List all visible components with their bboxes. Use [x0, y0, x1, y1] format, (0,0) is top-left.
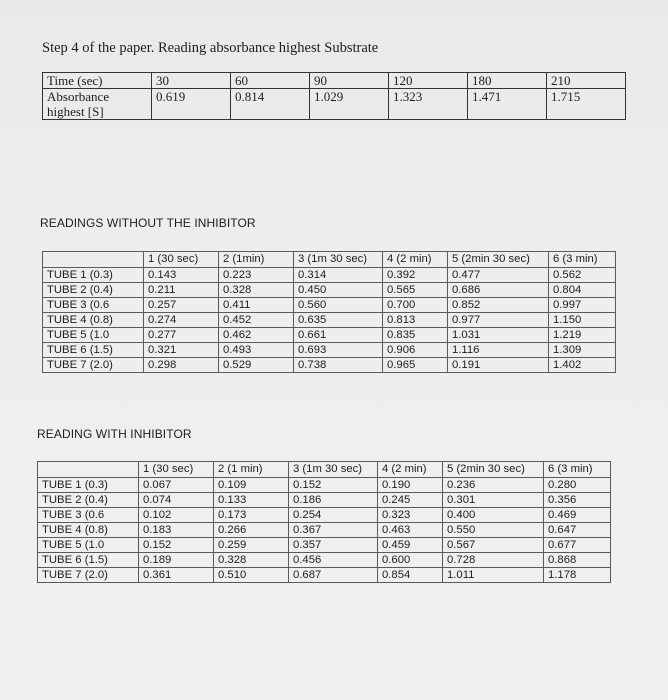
time-cell: 120 [389, 73, 468, 89]
reading-cell: 0.277 [144, 328, 219, 343]
absorbance-label-line1: Absorbance [47, 89, 110, 104]
reading-cell: 1.309 [549, 343, 616, 358]
tube-label: TUBE 1 (0.3) [38, 478, 139, 493]
reading-cell: 0.367 [289, 523, 378, 538]
reading-cell: 0.298 [144, 358, 219, 373]
reading-cell: 0.693 [294, 343, 383, 358]
reading-cell: 0.152 [139, 538, 214, 553]
reading-cell: 0.133 [214, 493, 289, 508]
reading-cell: 0.173 [214, 508, 289, 523]
column-header: 1 (30 sec) [144, 252, 219, 268]
reading-cell: 0.529 [219, 358, 294, 373]
reading-cell: 0.567 [443, 538, 544, 553]
reading-cell: 1.031 [448, 328, 549, 343]
reading-cell: 0.562 [549, 268, 616, 283]
reading-cell: 0.804 [549, 283, 616, 298]
tube-label: TUBE 5 (1.0 [38, 538, 139, 553]
reading-cell: 0.392 [383, 268, 448, 283]
absorbance-cell: 1.323 [389, 89, 468, 120]
reading-cell: 0.259 [214, 538, 289, 553]
table-row [38, 568, 611, 583]
column-header: 2 (1min) [219, 252, 294, 268]
reading-cell: 0.236 [443, 478, 544, 493]
reading-cell: 0.868 [544, 553, 611, 568]
time-cell: 30 [152, 73, 231, 89]
reading-cell: 0.686 [448, 283, 549, 298]
reading-cell: 0.411 [219, 298, 294, 313]
reading-cell: 0.450 [294, 283, 383, 298]
column-header: 3 (1m 30 sec) [294, 252, 383, 268]
tube-label: TUBE 2 (0.4) [38, 493, 139, 508]
reading-cell: 0.186 [289, 493, 378, 508]
tube-label: TUBE 7 (2.0) [38, 568, 139, 583]
time-cell: 180 [468, 73, 547, 89]
absorbance-label [43, 89, 152, 120]
reading-cell: 0.223 [219, 268, 294, 283]
reading-cell: 0.977 [448, 313, 549, 328]
tube-label: TUBE 2 (0.4) [43, 283, 144, 298]
reading-cell: 0.274 [144, 313, 219, 328]
reading-cell: 0.854 [378, 568, 443, 583]
column-header: 3 (1m 30 sec) [289, 462, 378, 478]
tube-label: TUBE 1 (0.3) [43, 268, 144, 283]
reading-cell: 0.477 [448, 268, 549, 283]
table-row [38, 523, 611, 538]
reading-cell: 0.728 [443, 553, 544, 568]
table-row [43, 343, 616, 358]
without-inhibitor-table [42, 251, 616, 373]
reading-cell: 0.321 [144, 343, 219, 358]
reading-cell: 0.469 [544, 508, 611, 523]
reading-cell: 0.109 [214, 478, 289, 493]
reading-cell: 0.152 [289, 478, 378, 493]
reading-cell: 0.510 [214, 568, 289, 583]
reading-cell: 0.067 [139, 478, 214, 493]
table-row [38, 538, 611, 553]
absorbance-cell: 0.619 [152, 89, 231, 120]
reading-cell: 0.254 [289, 508, 378, 523]
column-header: 6 (3 min) [544, 462, 611, 478]
reading-cell: 0.361 [139, 568, 214, 583]
column-header: 1 (30 sec) [139, 462, 214, 478]
column-header: 2 (1 min) [214, 462, 289, 478]
reading-cell: 0.835 [383, 328, 448, 343]
time-cell: 210 [547, 73, 626, 89]
reading-cell: 0.997 [549, 298, 616, 313]
reading-cell: 0.189 [139, 553, 214, 568]
reading-cell: 0.647 [544, 523, 611, 538]
tube-label: TUBE 3 (0.6 [38, 508, 139, 523]
reading-cell: 0.356 [544, 493, 611, 508]
table-row [38, 493, 611, 508]
reading-cell: 0.102 [139, 508, 214, 523]
table-row [43, 358, 616, 373]
absorbance-label-line2: highest [S] [47, 104, 104, 119]
time-cell: 60 [231, 73, 310, 89]
absorbance-cell: 1.471 [468, 89, 547, 120]
reading-cell: 0.357 [289, 538, 378, 553]
table-row [38, 478, 611, 493]
tube-label: TUBE 6 (1.5) [43, 343, 144, 358]
absorbance-cell: 0.814 [231, 89, 310, 120]
reading-cell: 0.456 [289, 553, 378, 568]
tube-label: TUBE 4 (0.8) [38, 523, 139, 538]
header-row [38, 462, 611, 478]
reading-cell: 0.257 [144, 298, 219, 313]
step-heading: Step 4 of the paper. Reading absorbance highest Substrate [42, 40, 379, 56]
reading-cell: 0.301 [443, 493, 544, 508]
table-row [43, 283, 616, 298]
table-row [43, 328, 616, 343]
table-row [38, 553, 611, 568]
with-inhibitor-table [37, 461, 611, 583]
tube-label: TUBE 4 (0.8) [43, 313, 144, 328]
reading-cell: 0.738 [294, 358, 383, 373]
column-header: 5 (2min 30 sec) [443, 462, 544, 478]
reading-cell: 0.190 [378, 478, 443, 493]
reading-cell: 0.462 [219, 328, 294, 343]
without-inhibitor-title: READINGS WITHOUT THE INHIBITOR [40, 216, 256, 230]
header-row [43, 252, 616, 268]
table-row [38, 508, 611, 523]
reading-cell: 0.550 [443, 523, 544, 538]
reading-cell: 1.150 [549, 313, 616, 328]
time-label: Time (sec) [43, 73, 152, 89]
time-row [43, 73, 626, 89]
reading-cell: 0.687 [289, 568, 378, 583]
table-row [43, 313, 616, 328]
reading-cell: 0.813 [383, 313, 448, 328]
reading-cell: 0.452 [219, 313, 294, 328]
column-header: 4 (2 min) [383, 252, 448, 268]
tube-label: TUBE 6 (1.5) [38, 553, 139, 568]
absorbance-table [42, 72, 626, 120]
reading-cell: 0.400 [443, 508, 544, 523]
reading-cell: 0.245 [378, 493, 443, 508]
reading-cell: 0.328 [219, 283, 294, 298]
absorbance-row [43, 89, 626, 120]
reading-cell: 0.183 [139, 523, 214, 538]
with-inhibitor-title: READING WITH INHIBITOR [37, 427, 192, 441]
reading-cell: 0.677 [544, 538, 611, 553]
corner-cell [38, 462, 139, 478]
reading-cell: 0.266 [214, 523, 289, 538]
reading-cell: 1.116 [448, 343, 549, 358]
table-row [43, 298, 616, 313]
tube-label: TUBE 3 (0.6 [43, 298, 144, 313]
reading-cell: 0.965 [383, 358, 448, 373]
reading-cell: 1.402 [549, 358, 616, 373]
reading-cell: 1.219 [549, 328, 616, 343]
tube-label: TUBE 7 (2.0) [43, 358, 144, 373]
corner-cell [43, 252, 144, 268]
reading-cell: 0.600 [378, 553, 443, 568]
reading-cell: 0.700 [383, 298, 448, 313]
reading-cell: 0.463 [378, 523, 443, 538]
absorbance-cell: 1.029 [310, 89, 389, 120]
reading-cell: 0.323 [378, 508, 443, 523]
reading-cell: 0.074 [139, 493, 214, 508]
reading-cell: 0.459 [378, 538, 443, 553]
reading-cell: 0.906 [383, 343, 448, 358]
reading-cell: 0.565 [383, 283, 448, 298]
reading-cell: 0.560 [294, 298, 383, 313]
reading-cell: 0.143 [144, 268, 219, 283]
reading-cell: 0.191 [448, 358, 549, 373]
reading-cell: 0.661 [294, 328, 383, 343]
reading-cell: 1.011 [443, 568, 544, 583]
reading-cell: 1.178 [544, 568, 611, 583]
reading-cell: 0.852 [448, 298, 549, 313]
column-header: 5 (2min 30 sec) [448, 252, 549, 268]
reading-cell: 0.280 [544, 478, 611, 493]
reading-cell: 0.328 [214, 553, 289, 568]
column-header: 6 (3 min) [549, 252, 616, 268]
reading-cell: 0.211 [144, 283, 219, 298]
reading-cell: 0.314 [294, 268, 383, 283]
time-cell: 90 [310, 73, 389, 89]
tube-label: TUBE 5 (1.0 [43, 328, 144, 343]
column-header: 4 (2 min) [378, 462, 443, 478]
reading-cell: 0.493 [219, 343, 294, 358]
absorbance-cell: 1.715 [547, 89, 626, 120]
reading-cell: 0.635 [294, 313, 383, 328]
table-row [43, 268, 616, 283]
